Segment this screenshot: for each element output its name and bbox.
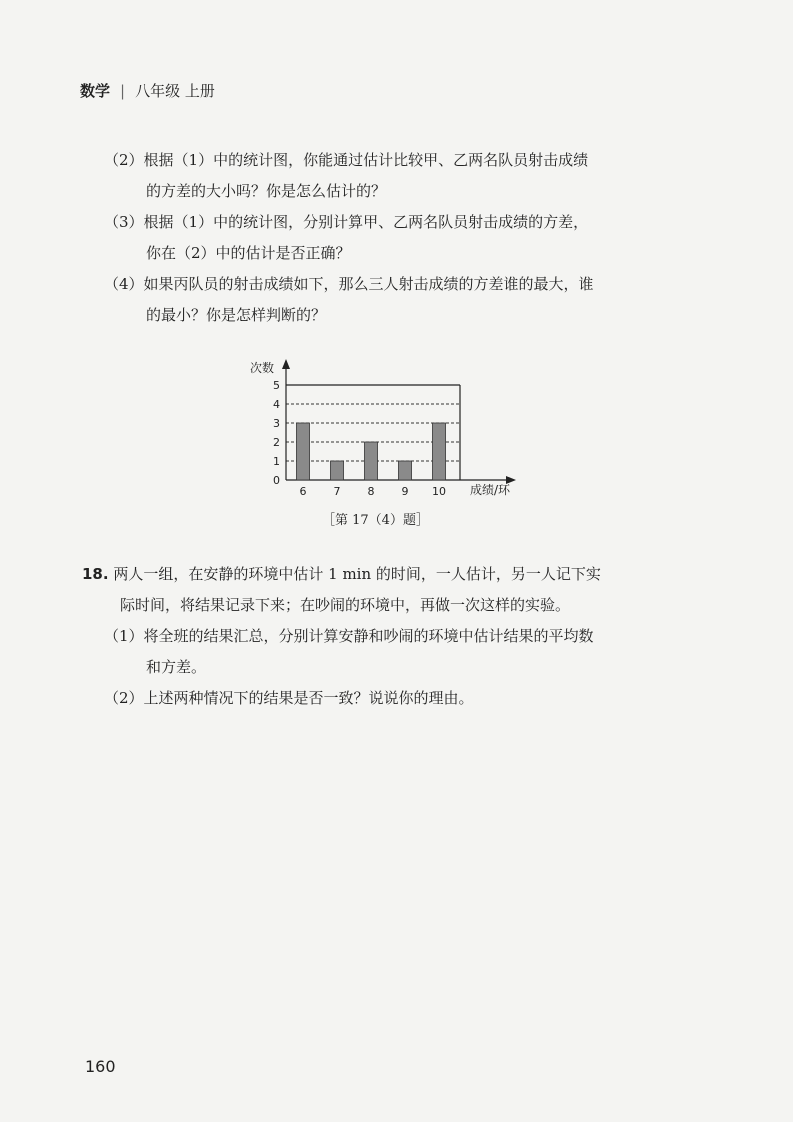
y-tick-label: 2 bbox=[273, 436, 280, 449]
q18-part1-line1: （1）将全班的结果汇总，分别计算安静和吵闹的环境中估计结果的平均数 bbox=[104, 627, 594, 645]
page-number: 160 bbox=[85, 1057, 116, 1076]
bar bbox=[331, 461, 344, 480]
x-tick-label: 8 bbox=[367, 485, 375, 498]
bar bbox=[297, 423, 310, 480]
x-axis-label: 成绩/环 bbox=[470, 483, 511, 497]
header-separator: | bbox=[120, 82, 126, 100]
y-axis-label: 次数 bbox=[250, 361, 275, 375]
y-tick-label: 0 bbox=[273, 474, 280, 487]
bar bbox=[433, 423, 446, 480]
x-tick-label: 7 bbox=[333, 485, 341, 498]
x-tick-label: 10 bbox=[432, 485, 446, 498]
subject-title: 数学 bbox=[80, 82, 111, 100]
q18-intro-text: 两人一组，在安静的环境中估计 1 min 的时间，一人估计，另一人记下实 bbox=[113, 565, 601, 583]
q17-part3-line1: （3）根据（1）中的统计图，分别计算甲、乙两名队员射击成绩的方差， bbox=[104, 213, 589, 231]
question-number: 18. bbox=[82, 565, 109, 583]
q17-part4-line1: （4）如果丙队员的射击成绩如下，那么三人射击成绩的方差谁的最大，谁 bbox=[104, 275, 594, 293]
q17-part4-line2: 的最小？你是怎样判断的？ bbox=[146, 306, 327, 324]
bar bbox=[399, 461, 412, 480]
y-tick-label: 4 bbox=[273, 398, 280, 411]
q18-part1-line2: 和方差。 bbox=[146, 658, 207, 676]
y-axis-arrow-icon bbox=[282, 359, 290, 369]
q18-part2-line1: （2）上述两种情况下的结果是否一致？说说你的理由。 bbox=[104, 689, 474, 707]
grade-label: 八年级 上册 bbox=[135, 82, 215, 100]
q17-part2-line2: 的方差的大小吗？你是怎么估计的？ bbox=[146, 182, 387, 200]
q18-intro-line2: 际时间，将结果记录下来；在吵闹的环境中，再做一次这样的实验。 bbox=[120, 596, 571, 614]
figure-caption: ［第 17（4）题］ bbox=[322, 513, 429, 528]
y-tick-label: 5 bbox=[273, 379, 280, 392]
bar bbox=[365, 442, 378, 480]
q18-intro-line1 bbox=[82, 564, 601, 584]
q17-part2-line1: （2）根据（1）中的统计图，你能通过估计比较甲、乙两名队员射击成绩 bbox=[104, 151, 589, 169]
q17-part3-line2: 你在（2）中的估计是否正确？ bbox=[146, 244, 351, 262]
y-tick-label: 1 bbox=[273, 455, 280, 468]
x-tick-label: 6 bbox=[299, 485, 307, 498]
y-tick-label: 3 bbox=[273, 417, 280, 430]
x-tick-label: 9 bbox=[401, 485, 409, 498]
page-header bbox=[80, 80, 215, 101]
bar-chart bbox=[246, 355, 546, 505]
